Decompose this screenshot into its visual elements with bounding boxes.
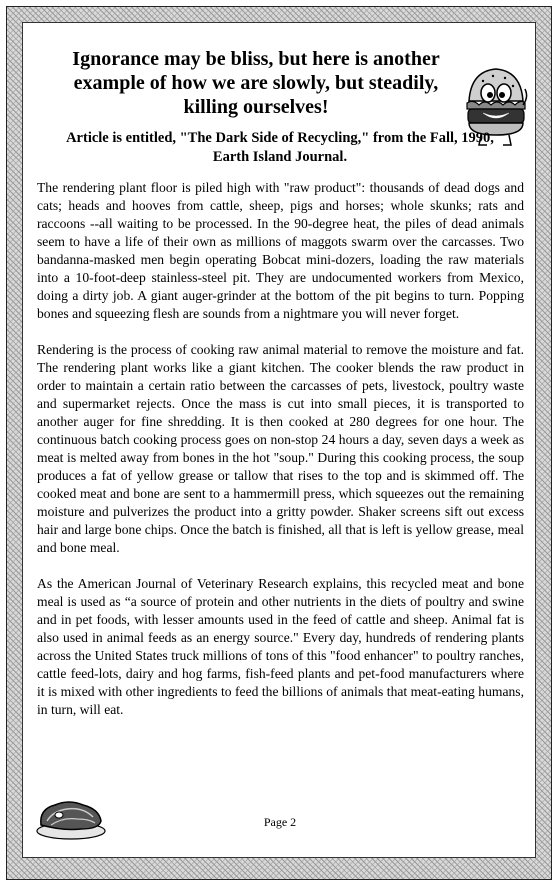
article-body xyxy=(37,179,524,737)
paragraph-rendering-plant-floor: The rendering plant floor is piled high with "raw product": thousands of dead dogs and cats; heads and hooves from cattle, sheep, pigs and horses; whole skunks; rats and raccoons --all waiting to be processed. In the 90-degree heat, the piles of dead animals seem to have a life of their own as millions of maggots swarm over the carcasses. Two bandanna-masked men begin operating Bobcat mini-dozers, loading the raw materials into a 10-foot-deep stainless-steel pit. They are undocumented workers from Mexico, doing a dirty job. A giant auger-grinder at the bottom of the pit begins to turn. Popping bones and squeezing flesh are sounds from a nightmare you will never forget. xyxy=(37,180,524,321)
content-panel xyxy=(22,22,536,858)
paragraph-rendering-process: Rendering is the process of cooking raw animal material to remove the moisture and fat. The rendering plant works like a giant kitchen. The cooker blends the raw product in order to maintain a certain ratio between the carcasses of pets, livestock, poultry waste and supermarket rejects. Once the mass is cut into small pieces, it is transported to another auger for fine shredding. It is then cooked at 280 degrees for one hour. The continuous batch cooking process goes on non-stop 24 hours a day, seven days a week as meat is melted away from bones in the hot "soup." During this cooking process, the soup produces a fat of yellow grease or tallow that rises to the top and is skimmed off. The cooked meat and bone are sent to a hammermill press, which squeezes out the remaining moisture and pulverizes the product into a gritty powder. Shaker screens sift out excess hair and large bone chips. Once the batch is finished, all that is left is yellow grease, meal and bone meal. xyxy=(37,342,524,555)
headline: Ignorance may be bliss, but here is another example of how we are slowly, but steadily, killing ourselves! xyxy=(72,48,440,118)
paragraph-animal-feed-use: As the American Journal of Veterinary Research explains, this recycled meat and bone meal is used as “a source of protein and other nutrients in the diets of poultry and swine and in pet foods, with lesser amounts used in the feed of cattle and sheep. Animal fat is also used in animal feeds as an energy source." Every day, hundreds of rendering plants across the United States truck millions of tons of this "food enhancer" to poultry ranches, cattle feed-lots, dairy and hog farms, fish-feed plants and pet-food manufacturers where it is mixed with other ingredients to feed the billions of animals that meat-eating humans, in turn, will eat. xyxy=(37,576,524,717)
page-number: Page 2 xyxy=(263,815,297,829)
article-source-subtitle: Article is entitled, "The Dark Side of Recycling," from the Fall, 1990, Earth Island Journal. xyxy=(66,130,494,165)
